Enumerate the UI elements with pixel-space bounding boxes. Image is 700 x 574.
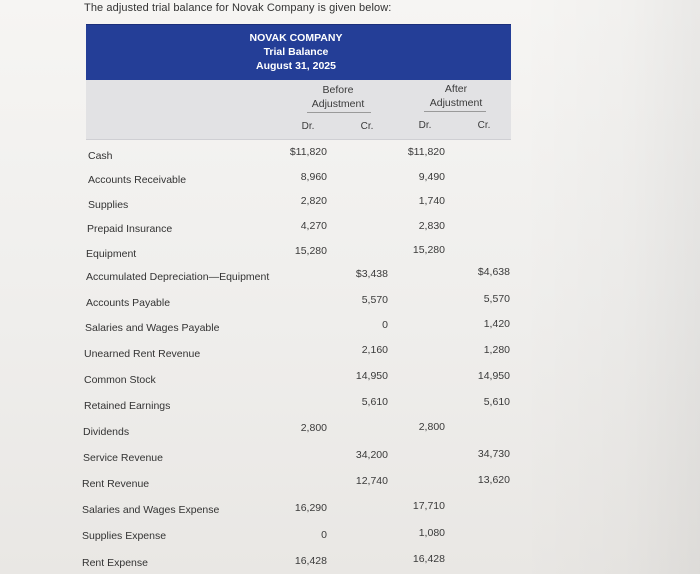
account-label: Accounts Payable: [86, 297, 171, 309]
after-debit-amount: 1,740: [418, 195, 445, 207]
after-debit-amount: $11,820: [407, 146, 445, 158]
intro-text: The adjusted trial balance for Novak Company is given below:: [84, 2, 392, 14]
before-credit-amount: 34,200: [355, 449, 388, 461]
after-credit-amount: $4,638: [477, 266, 510, 278]
before-debit-amount: 16,290: [294, 502, 327, 514]
before-debit-amount: 15,280: [294, 245, 327, 257]
account-label: Dividends: [83, 426, 130, 438]
before-debit-amount: 2,820: [300, 195, 327, 207]
before-debit-amount: $11,820: [289, 146, 327, 158]
account-label: Accounts Receivable: [88, 174, 187, 186]
before-credit-amount: 0: [382, 319, 388, 331]
after-credit-amount: 1,280: [483, 344, 510, 356]
after-credit-amount: 14,950: [477, 370, 510, 382]
after-credit-amount: 5,570: [483, 293, 510, 305]
before-credit-amount: 5,610: [361, 396, 388, 408]
before-debit-amount: 16,428: [294, 555, 327, 567]
after-debit-amount: 16,428: [412, 553, 445, 565]
account-label: Supplies: [88, 199, 129, 211]
account-label: Prepaid Insurance: [87, 223, 173, 235]
account-label: Supplies Expense: [82, 530, 167, 542]
statement-date: August 31, 2025: [256, 60, 336, 72]
before-credit-amount: 5,570: [361, 294, 388, 306]
before-adjustment-label: Before Adjustment: [311, 84, 365, 110]
after-credit-amount: 5,610: [483, 396, 510, 408]
before-debit-amount: 4,270: [300, 220, 327, 232]
before-debit-amount: 2,800: [300, 422, 327, 434]
after-debit-amount: 15,280: [412, 244, 445, 256]
after-adjustment-underline: [424, 111, 486, 112]
after-credit-amount: 1,420: [483, 318, 510, 330]
account-label: Equipment: [86, 248, 137, 260]
after-debit-amount: 1,080: [418, 527, 445, 539]
company-name: NOVAK COMPANY: [249, 32, 343, 44]
statement-title: Trial Balance: [263, 46, 329, 58]
after-debit-amount: 2,800: [418, 421, 445, 433]
after-debit-amount: 17,710: [412, 500, 445, 512]
after-debit-amount: 2,830: [418, 220, 445, 232]
account-label: Salaries and Wages Payable: [85, 322, 220, 334]
after-dr-header: Dr.: [418, 120, 432, 131]
before-credit-amount: 2,160: [361, 344, 388, 356]
before-debit-amount: 0: [321, 529, 327, 541]
before-credit-amount: 12,740: [355, 475, 388, 487]
after-adjustment-label: After Adjustment: [429, 83, 483, 109]
after-credit-amount: 34,730: [477, 448, 510, 460]
after-credit-amount: 13,620: [477, 474, 510, 486]
before-dr-header: Dr.: [301, 121, 315, 132]
before-credit-amount: $3,438: [355, 268, 388, 280]
account-label: Service Revenue: [83, 452, 163, 464]
after-adjustment-header: [418, 82, 494, 110]
after-debit-amount: 9,490: [418, 171, 445, 183]
before-adjustment-underline: [307, 112, 371, 113]
before-debit-amount: 8,960: [300, 171, 327, 183]
photo-shading: [520, 0, 700, 574]
account-label: Accumulated Depreciation—Equipment: [86, 271, 270, 283]
trial-balance-header: [86, 24, 511, 81]
before-credit-amount: 14,950: [355, 370, 388, 382]
account-label: Cash: [88, 150, 113, 162]
account-label: Unearned Rent Revenue: [84, 348, 201, 360]
before-cr-header: Cr.: [360, 121, 374, 132]
account-label: Retained Earnings: [84, 400, 171, 412]
after-cr-header: Cr.: [477, 120, 491, 131]
account-label: Salaries and Wages Expense: [82, 504, 220, 516]
account-label: Rent Expense: [82, 557, 148, 569]
account-label: Rent Revenue: [82, 478, 150, 490]
account-label: Common Stock: [84, 374, 156, 386]
before-adjustment-header: [300, 83, 376, 111]
